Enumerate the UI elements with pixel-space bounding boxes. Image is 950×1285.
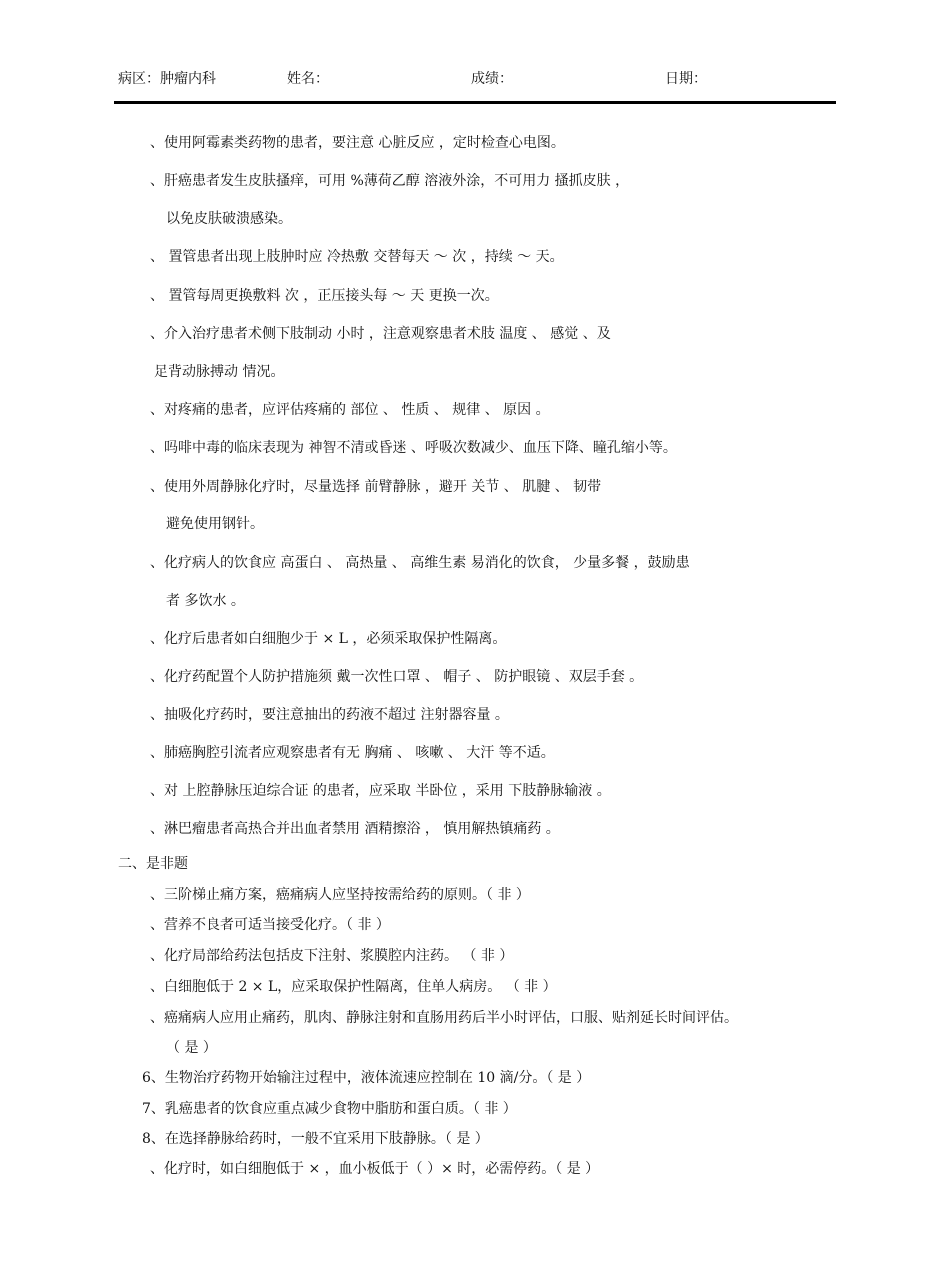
question-line: 、介入治疗患者术侧下肢制动 小时 ，注意观察患者术肢 温度 、 感觉 、及 <box>150 326 611 342</box>
question-line: 、化疗病人的饮食应 高蛋白 、 高热量 、 高维生素 易消化的饮食， 少量多餐 ，鼓励患 <box>150 555 690 571</box>
question-line: 者 多饮水 。 <box>166 593 245 609</box>
question-line: 、吗啡中毒的临床表现为 神智不清或昏迷 、呼吸次数减少、血压下降、瞳孔缩小等。 <box>150 440 677 456</box>
question-line: 以免皮肤破溃感染。 <box>166 211 292 227</box>
question-line: 、对 上腔静脉压迫综合证 的患者，应采取 半卧位 ，采用 下肢静脉输液 。 <box>150 783 611 799</box>
question-line: 、化疗时，如白细胞低于 × ，血小板低于（ ）× 时，必需停药。（ 是 ） <box>150 1161 600 1177</box>
question-line: 、对疼痛的患者，应评估疼痛的 部位 、 性质 、 规律 、 原因 。 <box>150 402 550 418</box>
ward-label: 病区：肿瘤内科 <box>118 71 216 87</box>
header-rule <box>114 101 836 104</box>
question-line: 6、生物治疗药物开始输注过程中，液体流速应控制在 10 滴/分。（ 是 ） <box>142 1070 591 1086</box>
name-label: 姓名： <box>287 71 329 87</box>
question-line: （ 是 ） <box>166 1040 217 1056</box>
score-label: 成绩： <box>471 71 513 87</box>
question-line: 足背动脉搏动 情况。 <box>154 364 285 380</box>
question-line: 、白细胞低于 2 × L，应采取保护性隔离，住单人病房。 （ 非 ） <box>150 979 557 995</box>
question-line: 、肺癌胸腔引流者应观察患者有无 胸痛 、 咳嗽 、 大汗 等不适。 <box>150 745 555 761</box>
question-line: 、营养不良者可适当接受化疗。（ 非 ） <box>150 917 390 933</box>
question-line: 、化疗局部给药法包括皮下注射、浆膜腔内注药。 （ 非 ） <box>150 948 514 964</box>
question-line: 、三阶梯止痛方案，癌痛病人应坚持按需给药的原则。（ 非 ） <box>150 887 530 903</box>
date-label: 日期： <box>665 71 707 87</box>
question-line: 、 置管每周更换敷料 次 ，正压接头每 ～ 天 更换一次。 <box>150 288 499 304</box>
question-line: 、癌痛病人应用止痛药，肌肉、静脉注射和直肠用药后半小时评估，口服、贴剂延长时间评估。 <box>150 1010 738 1026</box>
question-line: 、淋巴瘤患者高热合并出血者禁用 酒精擦浴 ， 慎用解热镇痛药 。 <box>150 821 560 837</box>
question-line: 、化疗后患者如白细胞少于 × L ，必须采取保护性隔离。 <box>150 631 507 647</box>
question-line: 、使用外周静脉化疗时，尽量选择 前臂静脉 ，避开 关节 、 肌腱 、 韧带 <box>150 479 602 495</box>
question-line: 、化疗药配置个人防护措施须 戴一次性口罩 、 帽子 、 防护眼镜 、双层手套 。 <box>150 669 644 685</box>
question-line: 避免使用钢针。 <box>166 516 264 532</box>
question-line: 7、乳癌患者的饮食应重点减少食物中脂肪和蛋白质。（ 非 ） <box>142 1101 517 1117</box>
question-line: 8、在选择静脉给药时，一般不宜采用下肢静脉。（ 是 ） <box>142 1131 489 1147</box>
section-two-title: 二、是非题 <box>118 856 188 872</box>
question-line: 、抽吸化疗药时，要注意抽出的药液不超过 注射器容量 。 <box>150 707 509 723</box>
question-line: 、肝癌患者发生皮肤搔痒，可用 %薄荷乙醇 溶液外涂，不可用力 搔抓皮肤 ， <box>150 173 630 189</box>
question-line: 、 置管患者出现上肢肿时应 冷热敷 交替每天 ～ 次 ，持续 ～ 天。 <box>150 249 564 265</box>
question-line: 、使用阿霉素类药物的患者，要注意 心脏反应 ，定时检查心电图。 <box>150 135 565 151</box>
